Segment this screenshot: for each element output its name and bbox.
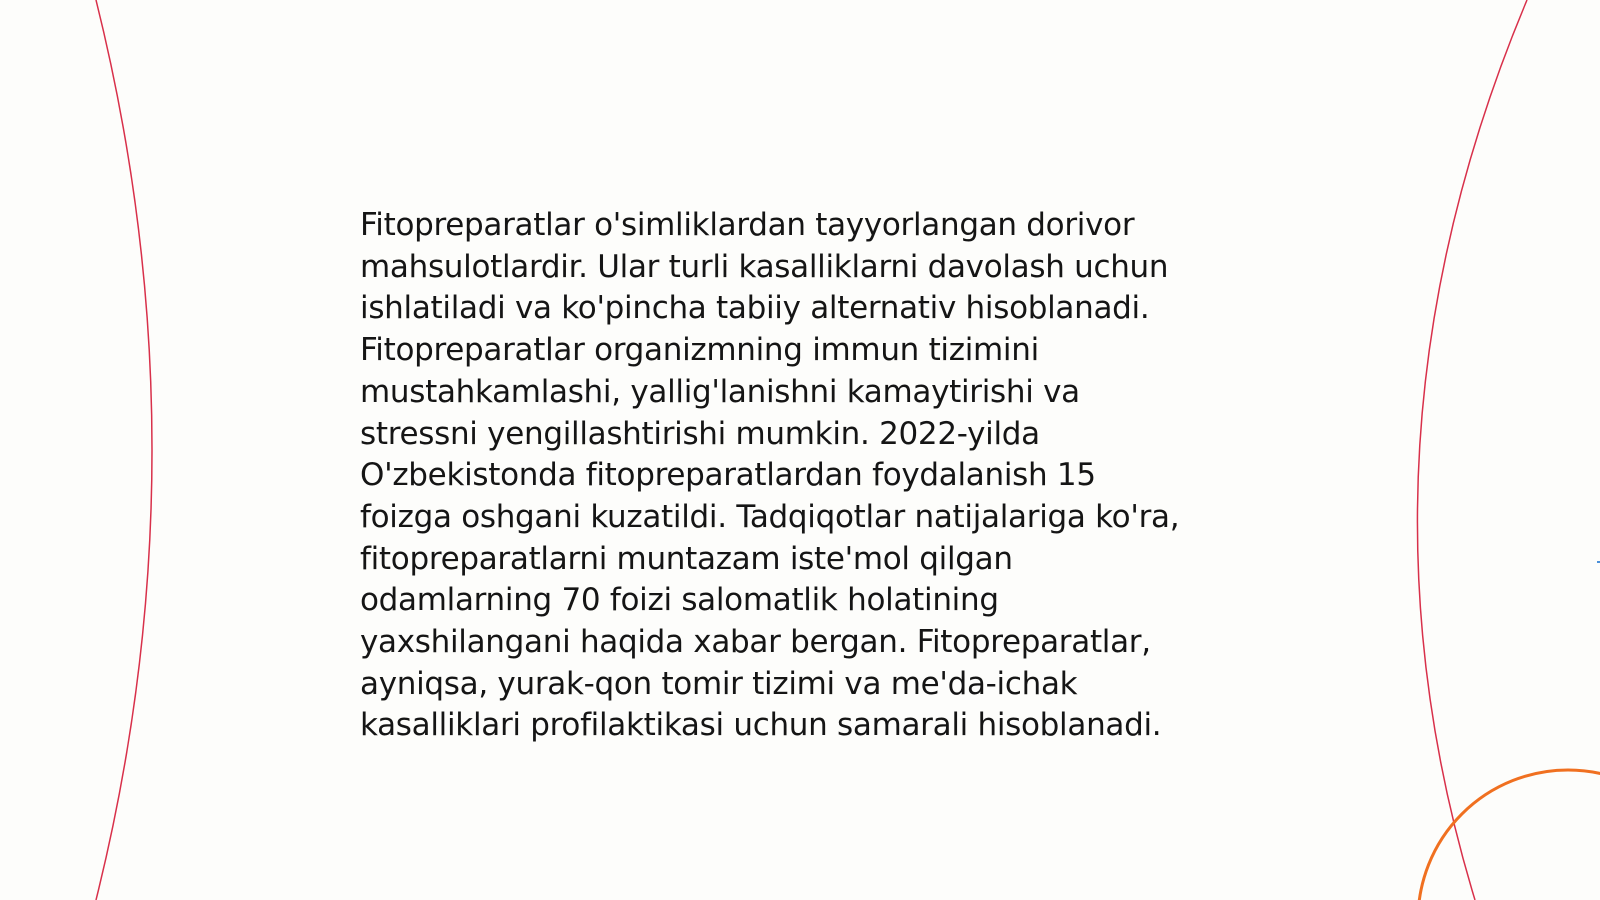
paragraph-line: ishlatiladi va ko'pincha tabiiy alternativ hisoblanadi. — [360, 290, 1150, 327]
right-arc-line — [1417, 0, 1527, 900]
paragraph-line: kasalliklari profilaktikasi uchun samarali hisoblanadi. — [360, 707, 1162, 744]
paragraph-line: yaxshilangani haqida xabar bergan. Fitopreparatlar, — [360, 624, 1151, 661]
paragraph-line: odamlarning 70 foizi salomatlik holatining — [360, 582, 999, 619]
paragraph-line: O'zbekistonda fitopreparatlardan foydalanish 15 — [360, 457, 1096, 494]
left-arc-line — [96, 0, 152, 900]
paragraph-line: ayniqsa, yurak-qon tomir tizimi va me'da-ichak — [360, 665, 1078, 702]
paragraph-line: Fitopreparatlar o'simliklardan tayyorlangan dorivor — [360, 207, 1135, 243]
paragraph-line: mustahkamlashi, yallig'lanishni kamaytirishi va — [360, 373, 1080, 410]
paragraph-line: Fitopreparatlar organizmning immun tizimini — [360, 332, 1039, 369]
body-paragraph — [360, 205, 1260, 747]
orange-ring — [1418, 770, 1600, 900]
paragraph-line: foizga oshgani kuzatildi. Tadqiqotlar natijalariga ko'ra, — [360, 498, 1180, 535]
paragraph-line: fitopreparatlarni muntazam iste'mol qilgan — [360, 540, 1013, 577]
paragraph-line: stressni yengillashtirishi mumkin. 2022-yilda — [360, 415, 1040, 452]
paragraph-line: mahsulotlardir. Ular turli kasalliklarni davolash uchun — [360, 248, 1169, 285]
